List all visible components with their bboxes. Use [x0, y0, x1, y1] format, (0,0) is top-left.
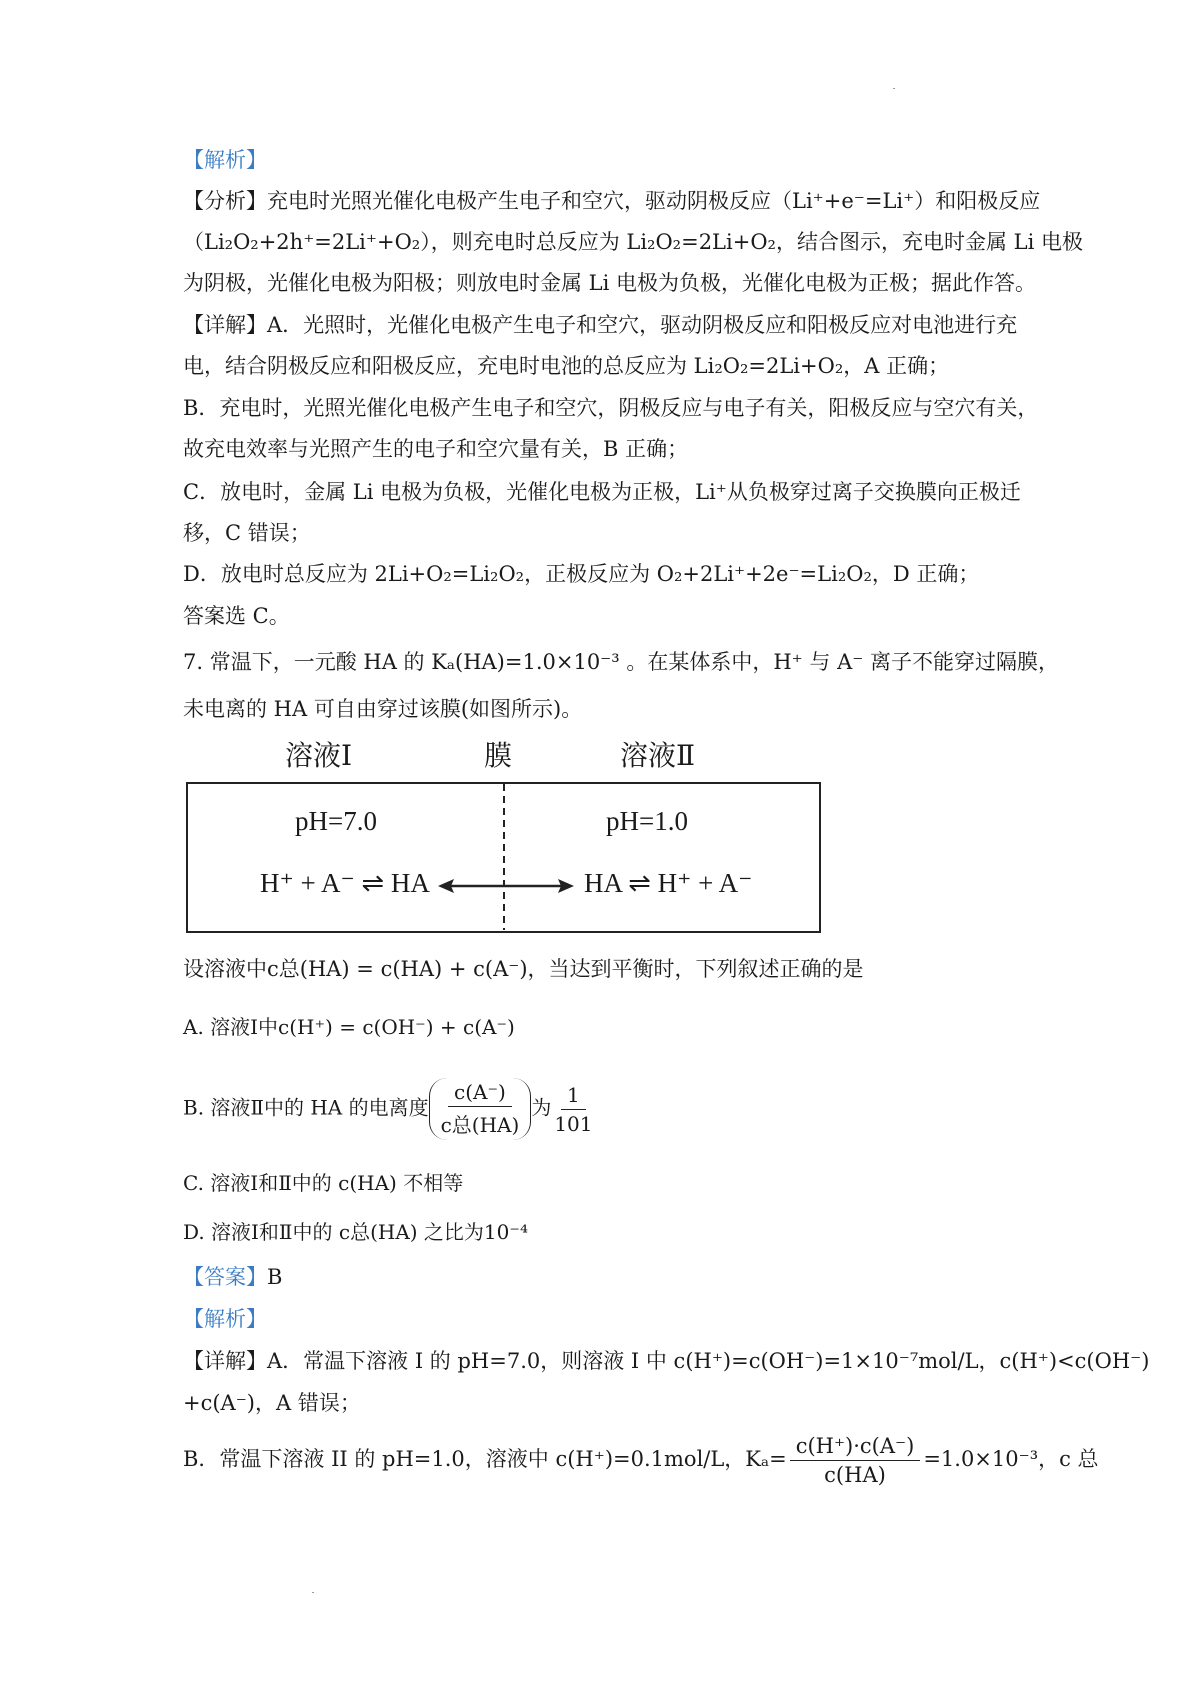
text-line: C．放电时，金属 Li 电极为负极，光催化电极为正极，Li⁺从负极穿过离子交换膜向正极迁 — [183, 480, 1021, 504]
text-line: 故充电效率与光照产生的电子和空穴量有关，B 正确； — [183, 437, 689, 461]
answer-value: B — [267, 1265, 283, 1289]
fraction-numerator: c(A⁻) — [448, 1080, 512, 1107]
value-numerator: 1 — [561, 1083, 586, 1110]
equilibrium-solution-1: H⁺ + A⁻ ⇌ HA — [260, 868, 430, 898]
option-a: A. 溶液Ⅰ中c(H⁺) = c(OH⁻) + c(A⁻) — [183, 1015, 515, 1039]
detail-line: 【详解】A．常温下溶液 I 的 pH=7.0，则溶液 I 中 c(H⁺)=c(OH⁻)=1×10⁻⁷mol/L，c(H⁺)<c(OH⁻) — [183, 1349, 1150, 1373]
text-line: B．充电时，光照光催化电极产生电子和空穴，阴极反应与电子有关，阳极反应与空穴有关， — [183, 396, 1039, 420]
analysis-heading: 【解析】 — [183, 148, 267, 172]
value-denominator: 101 — [554, 1111, 593, 1136]
text-line: 【详解】A．光照时，光催化电极产生电子和空穴，驱动阴极反应和阳极反应对电池进行充 — [183, 313, 1018, 337]
speck — [312, 1592, 314, 1593]
option-b-mid: 为 — [531, 1095, 552, 1120]
option-b-text: B. 溶液Ⅱ中的 HA 的电离度 — [183, 1095, 429, 1120]
detail-line: +c(A⁻)，A 错误； — [183, 1391, 361, 1415]
answer-label: 【答案】 — [183, 1265, 267, 1289]
option-c: C. 溶液Ⅰ和Ⅱ中的 c(HA) 不相等 — [183, 1171, 464, 1195]
question-7-stem: 未电离的 HA 可自由穿过该膜(如图所示)。 — [183, 697, 583, 721]
text-line: 【分析】充电时光照光催化电极产生电子和空穴，驱动阴极反应（Li⁺+e⁻=Li⁺）和阳极反应 — [183, 189, 1041, 213]
answer-line — [183, 1263, 282, 1291]
fraction-denominator: c总(HA) — [440, 1113, 520, 1137]
question-7-stem: 7. 常温下，一元酸 HA 的 Kₐ(HA)=1.0×10⁻³ 。在某体系中，H⁺ 与 A⁻ 离子不能穿过隔膜， — [183, 650, 1060, 674]
text-line: D．放电时总反应为 2Li+O₂=Li₂O₂，正极反应为 O₂+2Li⁺+2e⁻=Li₂O₂，D 正确； — [183, 562, 980, 586]
text-line: 电，结合阴极反应和阳极反应，充电时电池的总反应为 Li₂O₂=2Li+O₂，A 正确； — [183, 354, 950, 378]
question-prompt: 设溶液中c总(HA) = c(HA) + c(A⁻)，当达到平衡时，下列叙述正确的是 — [183, 957, 864, 981]
detail-b-text: B．常温下溶液 II 的 pH=1.0，溶液中 c(H⁺)=0.1mol/L，Kₐ= — [183, 1447, 787, 1471]
ph-solution-1: pH=7.0 — [295, 806, 377, 836]
ka-numerator: c(H⁺)·c(A⁻) — [790, 1434, 921, 1461]
membrane-diagram — [186, 782, 821, 933]
ph-solution-2: pH=1.0 — [606, 806, 688, 836]
membrane-arrows — [188, 784, 818, 930]
option-d: D. 溶液Ⅰ和Ⅱ中的 c总(HA) 之比为10⁻⁴ — [183, 1220, 528, 1244]
ionization-degree-expression — [429, 1078, 532, 1140]
text-line: 为阴极，光催化电极为阳极；则放电时金属 Li 电极为负极，光催化电极为正极；据此作答。 — [183, 271, 1037, 295]
detail-b-suffix: =1.0×10⁻³，c 总 — [923, 1447, 1099, 1471]
detail-b-line — [183, 1434, 1099, 1487]
equilibrium-solution-2: HA ⇌ H⁺ + A⁻ — [584, 868, 753, 898]
diagram-label-solution-1: 溶液Ⅰ — [285, 739, 353, 772]
option-b — [183, 1078, 596, 1140]
analysis-heading-2: 【解析】 — [183, 1307, 267, 1331]
diagram-label-membrane: 膜 — [484, 739, 513, 772]
ka-denominator: c(HA) — [824, 1463, 886, 1487]
text-line: （Li₂O₂+2h⁺=2Li⁺+O₂），则充电时总反应为 Li₂O₂=2Li+O₂，结合图示，充电时金属 Li 电极 — [183, 230, 1083, 254]
diagram-label-solution-2: 溶液Ⅱ — [620, 739, 696, 772]
text-line: 移，C 错误； — [183, 521, 311, 545]
speck — [893, 88, 895, 89]
text-line: 答案选 C。 — [183, 604, 290, 628]
